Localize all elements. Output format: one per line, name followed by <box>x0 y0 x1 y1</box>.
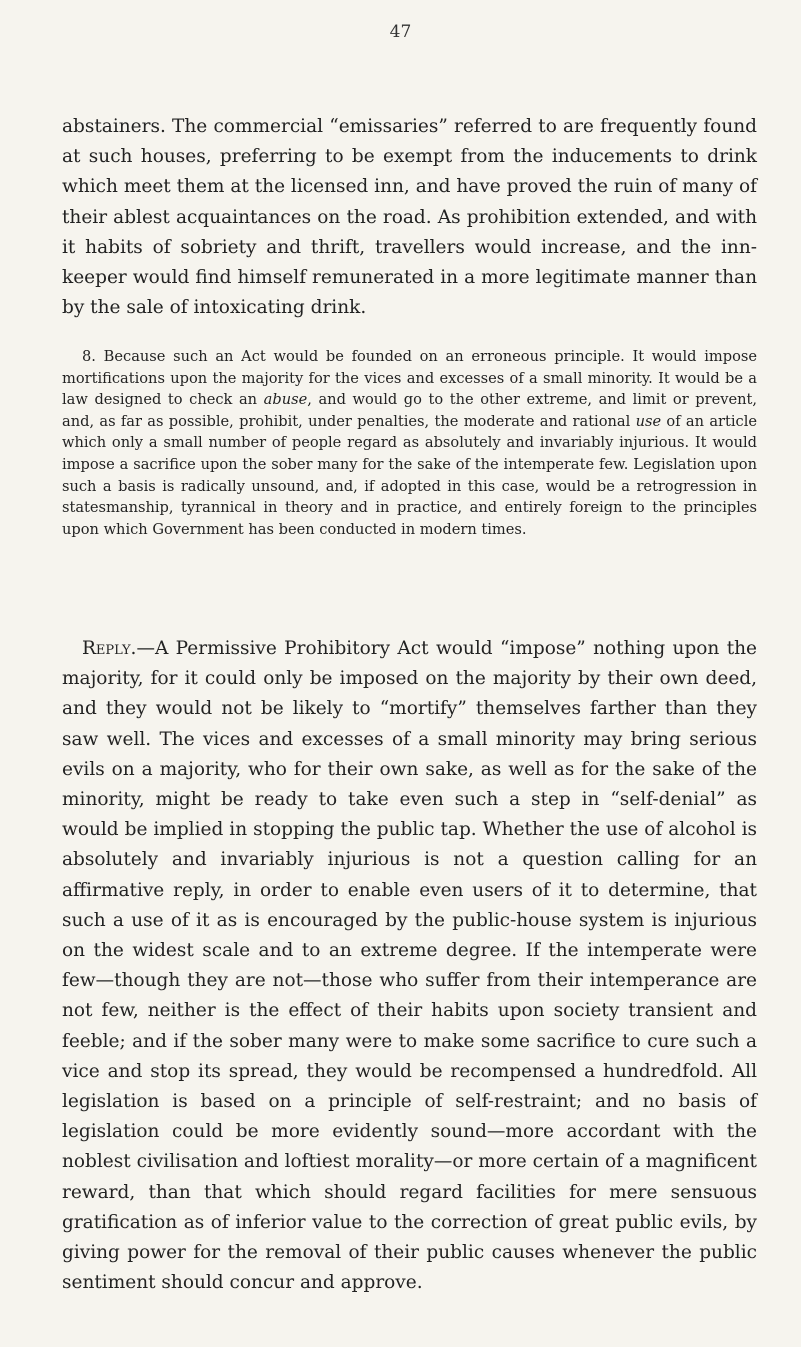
objection-8-use: use <box>635 412 662 430</box>
objection-8-text-3: of an article which only a small number of people regard as absolutely and invariably injurious. It would impose a sacrifice upon the sober many for the sake of the intemperate few. Legislation upon such a basis is radically unsound, and, if adopted in this case, would be a retrogression in statesmanship, tyrannical in theory and in practice, and entirely foreign to the principles upon which Government has been conducted in modern times. <box>62 412 758 538</box>
reply-label: Reply. <box>82 638 137 659</box>
objection-8-abuse: abuse <box>263 391 308 409</box>
objection-8-paragraph <box>62 346 757 540</box>
page-number: 47 <box>389 22 412 42</box>
reply-text: —A Permissive Prohibitory Act would “impose” nothing upon the majority, for it could only be imposed on the majority by their own deed, and they would not be likely to “mortify” themselves farther than they saw well. The vices and excesses of a small minority may bring serious evils on a majority, who for their own sake, as well as for the sake of the minority, might be ready to take even such a step in “self-denial” as would be implied in stopping the public tap. Whether the use of alcohol is absolutely and invariably injurious is not a question calling for an affirmative reply, in order to enable even users of it to determine, that such a use of it as is encouraged by the public-house system is injurious on the widest scale and to an extreme degree. If the intemperate were few—though they are not—those who suffer from their intemperance are not few, neither is the effect of their habits upon society transient and feeble; and if the sober many were to make some sacrifice to cure such a vice and stop its spread, they would be recompensed a hundredfold. All legislation is based on a principle of self-restraint; and no basis of legislation could be more evidently sound—more accordant with the noblest civilisation and loftiest morality—or more certain of a magnificent reward, than that which should regard facilities for mere sensuous gratification as of inferior value to the correction of great public evils, by giving power for the removal of their public causes whenever the public sentiment should concur and approve. <box>62 638 757 1294</box>
objection-8-text-1: 8. Because such an Act would be founded on an erroneous principle. It would impose mortifications upon the majority for the vices and excesses of a small minority. It would be a law designed to check an <box>62 348 757 409</box>
reply-paragraph <box>62 634 757 1298</box>
objection-8-text-2: , and would go to the other extreme, and limit or prevent, and, as far as possible, prohibit, under penalties, the moderate and rational <box>62 391 757 430</box>
paragraph-continuation: abstainers. The commercial “emissaries” referred to are frequently found at such houses, preferring to be exempt from the inducements to drink which meet them at the licensed inn, and have proved the ruin of many of their ablest acquaintances on the road. As prohibition extended, and with it habits of sobriety and thrift, travellers would increase, and the inn-keeper would find himself remunerated in a more legitimate manner than by the sale of intoxicating drink. <box>62 116 757 319</box>
